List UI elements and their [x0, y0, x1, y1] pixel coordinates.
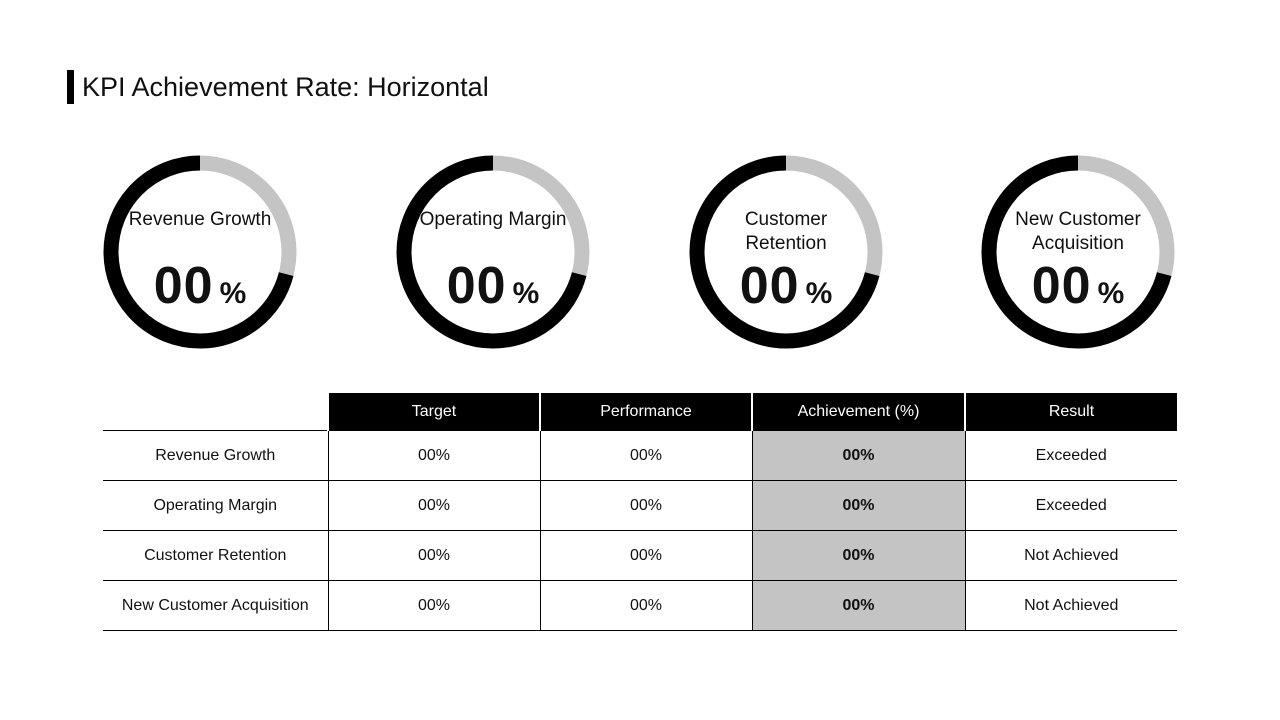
table-row	[103, 431, 1177, 481]
gauge-label: Revenue Growth	[128, 209, 272, 230]
gauge-value-number: 00	[739, 257, 800, 315]
gauge-value	[100, 256, 300, 329]
row-performance: 00%	[540, 481, 752, 531]
gauge-operating-margin	[393, 152, 593, 352]
row-target: 00%	[328, 431, 540, 481]
table-row	[103, 581, 1177, 631]
gauge-value-number: 00	[153, 257, 214, 315]
row-kpi-name: Customer Retention	[103, 531, 328, 581]
row-achievement: 00%	[752, 431, 965, 481]
gauge-value	[978, 256, 1178, 329]
page-title: KPI Achievement Rate: Horizontal	[82, 72, 489, 102]
table-header-target: Target	[328, 393, 540, 431]
gauge-label: New Customer Acquisition	[1015, 209, 1141, 254]
row-result: Exceeded	[965, 481, 1177, 531]
gauge-value-unit: %	[1097, 277, 1125, 310]
gauge-customer-retention	[686, 152, 886, 352]
table-header-performance: Performance	[540, 393, 752, 431]
row-performance: 00%	[540, 581, 752, 631]
gauge-value	[393, 256, 593, 329]
gauge-value-number: 00	[446, 257, 507, 315]
gauge-value-unit: %	[805, 277, 833, 310]
row-target: 00%	[328, 481, 540, 531]
table-header-blank	[103, 393, 328, 431]
gauge-value-number: 00	[1031, 257, 1092, 315]
row-achievement: 00%	[752, 481, 965, 531]
gauge-value-unit: %	[512, 277, 540, 310]
row-result: Not Achieved	[965, 531, 1177, 581]
table-header-achievement: Achievement (%)	[752, 393, 965, 431]
table-header-result: Result	[965, 393, 1177, 431]
table-row	[103, 481, 1177, 531]
kpi-table	[103, 393, 1177, 631]
title-accent-bar	[67, 70, 74, 104]
row-result: Exceeded	[965, 431, 1177, 481]
row-kpi-name: Operating Margin	[103, 481, 328, 531]
row-target: 00%	[328, 531, 540, 581]
gauge-label: Customer Retention	[744, 209, 828, 254]
row-target: 00%	[328, 581, 540, 631]
row-achievement: 00%	[752, 581, 965, 631]
row-achievement: 00%	[752, 531, 965, 581]
table-header-row	[103, 393, 1177, 431]
table-row	[103, 531, 1177, 581]
gauge-new-customer-acquisition	[978, 152, 1178, 352]
row-performance: 00%	[540, 531, 752, 581]
gauge-value	[686, 256, 886, 329]
row-kpi-name: New Customer Acquisition	[103, 581, 328, 631]
gauge-revenue-growth	[100, 152, 300, 352]
row-performance: 00%	[540, 431, 752, 481]
gauge-value-unit: %	[219, 277, 247, 310]
row-kpi-name: Revenue Growth	[103, 431, 328, 481]
gauge-label: Operating Margin	[419, 209, 567, 230]
row-result: Not Achieved	[965, 581, 1177, 631]
